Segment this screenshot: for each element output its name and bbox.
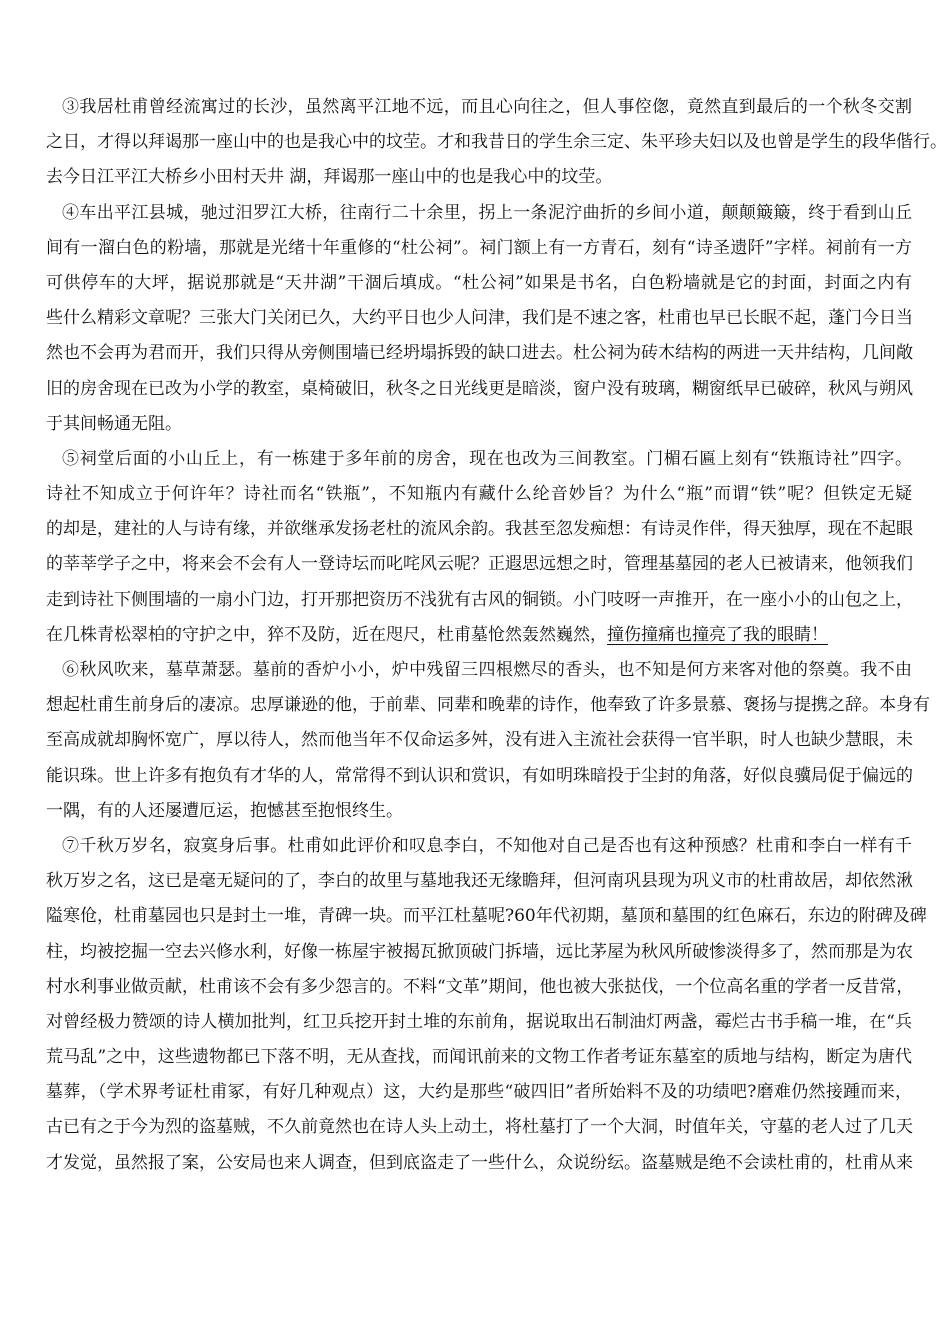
line-text: ④车出平江县城，驰过汨罗江大桥，往南行二十余里，拐上一条泥泞曲折的乡间小道，颠颠簸簸，终于看到山丘 [62,202,912,223]
line-text: 对曾经极力赞颂的诗人横加批判，红卫兵挖开封土堆的东前角，据说取出石制油灯两盏，霉烂古书手稿一堆，在“兵 [46,1011,912,1032]
text-line [46,376,912,411]
text-line [46,200,912,235]
text-line [46,516,912,551]
text-line [46,305,912,340]
text-line [46,903,927,938]
text-line [46,446,912,481]
line-text: 古已有之于今为烈的盗墓贼，不久前竟然也在诗人头上动土，将杜墓打了一个大洞，时值年关，守墓的老人过了几天 [46,1117,913,1138]
document-body [46,94,947,1185]
line-text: ⑥秋风吹来，墓草萧瑟。墓前的香炉小小，炉中残留三四根燃尽的香头，也不知是何方来客对他的祭奠。我不由 [62,660,912,680]
text-line [46,587,912,622]
line-text: 隘寒伧，杜甫墓园也只是封土一堆，青碑一块。而平江杜墓呢?60年代初期，墓顶和墓围的红色麻石，东边的附碑及碑 [46,906,927,927]
text-line [46,235,912,270]
text-line [46,481,912,516]
paragraph-3 [46,94,947,200]
text-line [46,974,912,1009]
text-line [46,798,912,833]
line-text: ③我居杜甫曾经流寓过的长沙，虽然离平江地不远，而且心向往之，但人事倥偬，竟然直到最后的一个秋冬交割 [62,97,912,117]
line-text: 在几株青松翠柏的守护之中，猝不及防，近在咫尺，杜甫墓怆然轰然巍然， [46,624,607,645]
paragraph-7 [46,833,927,1185]
line-text: 至高成就却胸怀宽广，厚以待人，然而他当年不仅命运多舛，没有进入主流社会获得一官半职，时人也缺少慧眼，未 [46,730,913,751]
line-text: 墓葬，（学术界考证杜甫冢，有好几种观点）这，大约是那些“破四旧”者所始料不及的功绩吧?磨难仍然接踵而来， [46,1082,912,1103]
text-line [46,692,930,727]
text-line [46,94,912,129]
text-line [46,657,912,692]
text-line [46,411,912,446]
text-line [46,1114,912,1149]
text-line [46,833,912,868]
line-text: 能识珠。世上许多有抱负有才华的人，常常得不到认识和赏识，有如明珠暗投于尘封的角落，好似良骥局促于偏远的 [46,765,913,786]
line-text: 的却是，建社的人与诗有缘，并欲继承发扬老杜的流风余韵。我甚至忽发痴想：有诗灵作伴，得天独厚，现在不起眼 [46,519,913,540]
line-text: 想起杜甫生前身后的凄凉。忠厚谦逊的他，于前辈、同辈和晚辈的诗作，他奉致了许多景慕、褒扬与提携之辞。本身有 [46,695,930,716]
paragraph-5 [46,446,912,657]
line-text: 间有一溜白色的粉墙，那就是光绪十年重修的“杜公祠”。祠门额上有一方青石，刻有“诗圣遗阡”字样。祠前有一方 [46,237,912,258]
text-line [46,1079,912,1114]
text-line [46,868,912,903]
text-line [46,270,912,305]
text-line [46,1150,912,1185]
line-text: ⑦千秋万岁名，寂寞身后事。杜甫如此评价和叹息李白，不知他对自己是否也有这种预感？杜甫和李白一样有千 [62,835,912,856]
line-text: 一隅，有的人还屡遭厄运，抱憾甚至抱恨终生。 [46,800,403,821]
line-text: 然也不会再为君而开，我们只得从旁侧围墙已经坍塌拆毁的缺口进去。杜公祠为砖木结构的两进一天井结构，几间敞 [46,343,913,364]
line-text: 诗社不知成立于何许年？诗社而名“铁瓶”，不知瓶内有藏什么纶音妙旨？为什么“瓶”而谓“铁”呢？但铁定无疑 [46,484,912,505]
line-text: 的莘莘学子之中，将来会不会有人一登诗坛而叱咤风云呢？正遐思远想之时，管理基墓园的老人已被请来，他领我们 [46,554,913,575]
line-text: 村水利事业做贡献，杜甫该不会有多少怨言的。不料“文革”期间，他也被大张挞伐，一个位高名重的学者一反昔常， [46,976,914,997]
line-text: 柱，均被挖掘一空去兴修水利，好像一栋屋宇被揭瓦掀顶破门拆墙，远比茅屋为秋风所破惨淡得多了，然而那是为农 [46,941,913,962]
text-line [46,164,912,199]
line-text: 旧的房舍现在已改为小学的教室，桌椅破旧，秋冬之日光线更是暗淡，窗户没有玻璃，糊窗纸早已破碎，秋风与朔风 [46,378,913,399]
underlined-sentence: 撞伤撞痛也撞亮了我的眼睛！ [607,624,828,645]
paragraph-4 [46,200,912,446]
line-text: 荒马乱”之中，这些遗物都已下落不明，无从查找，而闻讯前来的文物工作者考证东墓室的质地与结构，断定为唐代 [46,1047,912,1068]
text-line [46,340,912,375]
line-text: 些什么精彩文章呢？三张大门关闭已久，大约平日也少人问津，我们是不速之客，杜甫也早已长眠不起，蓬门今日当 [46,308,913,329]
line-text: ⑤祠堂后面的小山丘上，有一栋建于多年前的房舍，现在也改为三间教室。门楣石匾上刻有“铁瓶诗社”四字。 [62,448,912,469]
text-line [46,129,947,164]
text-line [46,939,912,974]
text-line [46,727,912,762]
line-text: 走到诗社下侧围墙的一扇小门边，打开那把资历不浅犹有古风的铜锁。小门吱呀一声推开，在一座小小的山包之上， [46,589,913,610]
line-text: 去今日江平江大桥乡小田村天井 湖，拜谒那一座山中的也是我心中的坟茔。 [46,167,613,188]
line-text: 才发觉，虽然报了案，公安局也来人调查，但到底盗走了一些什么，众说纷纭。盗墓贼是绝不会读杜甫的，杜甫从来 [46,1152,913,1173]
line-text: 可供停车的大坪，据说那就是“天井湖”干涸后填成。“杜公祠”如果是书名，白色粉墙就是它的封面，封面之内有 [46,272,912,293]
paragraph-6 [46,657,930,833]
text-line [46,622,912,657]
line-text: 之日，才得以拜谒那一座山中的也是我心中的坟茔。才和我昔日的学生余三定、朱平珍夫妇以及也曾是学生的段华偕行。 [46,132,947,153]
text-line [46,1009,912,1044]
line-text: 于其间畅通无阻。 [46,413,182,434]
text-line [46,763,912,798]
text-line [46,551,912,586]
text-line [46,1044,912,1079]
line-text: 秋万岁之名，这已是毫无疑问的了，李白的故里与墓地我还无缘瞻拜，但河南巩县现为巩义市的杜甫故居，却依然湫 [46,871,913,892]
